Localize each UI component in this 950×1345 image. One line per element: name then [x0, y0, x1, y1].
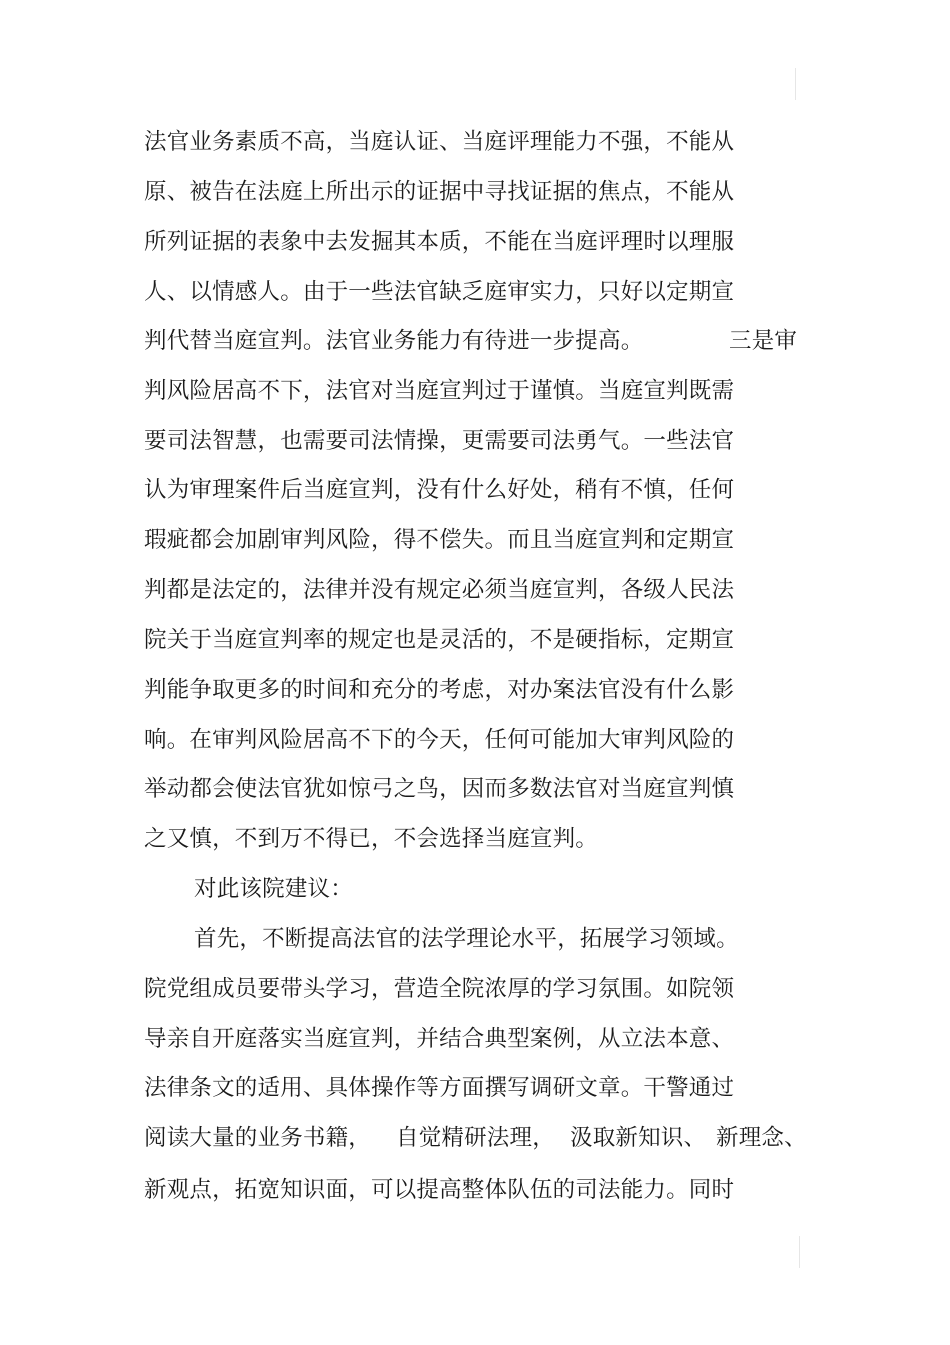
text-line: 原、被告在法庭上所出示的证据中寻找证据的焦点，不能从 [144, 179, 735, 205]
page-corner-mark-top [795, 68, 796, 100]
text-line: 首先，不断提高法官的法学理论水平，拓展学习领域。 [194, 926, 739, 952]
text-line: 新理念、 [716, 1125, 807, 1151]
text-line: 判都是法定的，法律并没有规定必须当庭宣判，各级人民法 [144, 577, 735, 603]
text-line: 院党组成员要带头学习，营造全院浓厚的学习氛围。如院领 [144, 976, 735, 1002]
text-line: 自觉精研法理， [396, 1125, 555, 1151]
text-line: 判代替当庭宣判。法官业务能力有待进一步提高。 [144, 328, 644, 354]
text-line: 汲取新知识、 [570, 1125, 707, 1151]
text-line: 院关于当庭宣判率的规定也是灵活的，不是硬指标，定期宣 [144, 627, 735, 653]
text-line: 瑕疵都会加剧审判风险，得不偿失。而且当庭宣判和定期宣 [144, 527, 735, 553]
text-line: 所列证据的表象中去发掘其本质，不能在当庭评理时以理服 [144, 229, 735, 255]
text-line: 法律条文的适用、具体操作等方面撰写调研文章。干警通过 [144, 1075, 735, 1101]
text-line: 法官业务素质不高，当庭认证、当庭评理能力不强，不能从 [144, 129, 735, 155]
text-line: 响。在审判风险居高不下的今天，任何可能加大审判风险的 [144, 727, 735, 753]
text-line: 对此该院建议： [194, 876, 353, 902]
text-line: 阅读大量的业务书籍， [144, 1125, 372, 1151]
text-line: 判能争取更多的时间和充分的考虑，对办案法官没有什么影 [144, 677, 735, 703]
text-line: 认为审理案件后当庭宣判，没有什么好处，稍有不慎，任何 [144, 477, 735, 503]
text-line: 三是审 [729, 328, 798, 354]
text-line: 导亲自开庭落实当庭宣判，并结合典型案例，从立法本意、 [144, 1026, 735, 1052]
text-line: 人、以情感人。由于一些法官缺乏庭审实力，只好以定期宣 [144, 279, 735, 305]
text-line: 举动都会使法官犹如惊弓之鸟，因而多数法官对当庭宣判慎 [144, 776, 735, 802]
text-line: 新观点，拓宽知识面，可以提高整体队伍的司法能力。同时 [144, 1177, 735, 1203]
text-line: 之又慎，不到万不得已，不会选择当庭宣判。 [144, 826, 599, 852]
text-line: 判风险居高不下，法官对当庭宣判过于谨慎。当庭宣判既需 [144, 378, 735, 404]
page-corner-mark-bottom [799, 1236, 800, 1268]
text-line: 要司法智慧，也需要司法情操，更需要司法勇气。一些法官 [144, 428, 735, 454]
